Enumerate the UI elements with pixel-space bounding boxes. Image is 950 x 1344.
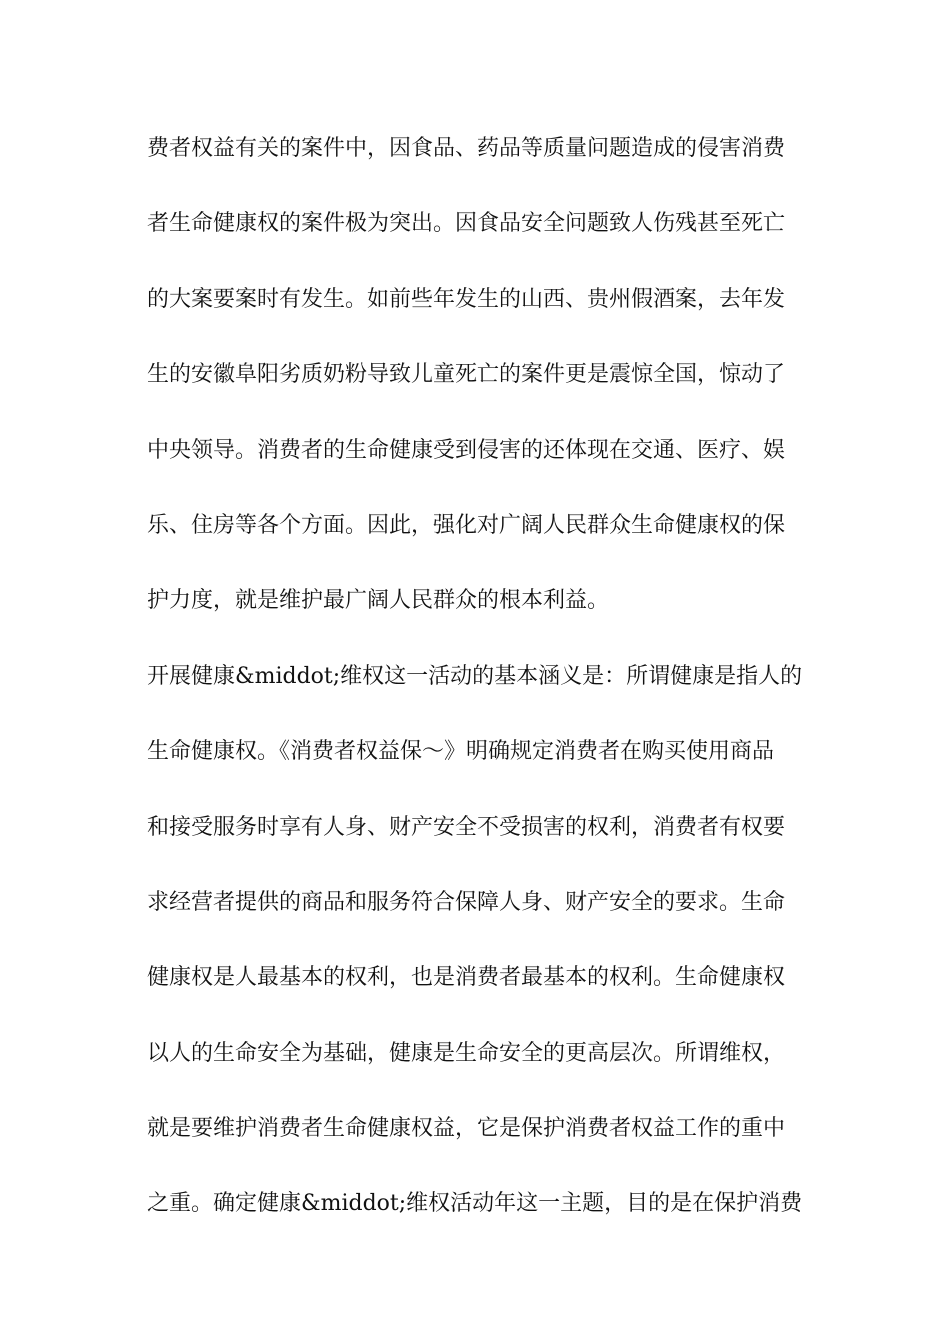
text-line: 的大案要案时有发生。如前些年发生的山西、贵州假酒案，去年发	[147, 286, 786, 312]
text-line: 以人的生命安全为基础，健康是生命安全的更高层次。所谓维权，	[147, 1040, 786, 1066]
body-text	[147, 128, 803, 1259]
text-line: 乐、住房等各个方面。因此，强化对广阔人民群众生命健康权的保	[147, 512, 786, 538]
text-line: 健康权是人最基本的权利，也是消费者最基本的权利。生命健康权	[147, 965, 786, 991]
text-line: 之重。确定健康&middot;维权活动年这一主题，目的是在保护消费	[147, 1191, 803, 1217]
text-line: 求经营者提供的商品和服务符合保障人身、财产安全的要求。生命	[147, 889, 786, 915]
text-line: 就是要维护消费者生命健康权益，它是保护消费者权益工作的重中	[147, 1116, 786, 1142]
text-line: 中央领导。消费者的生命健康受到侵害的还体现在交通、医疗、娱	[147, 437, 786, 463]
text-line: 费者权益有关的案件中，因食品、药品等质量问题造成的侵害消费	[147, 136, 786, 161]
text-line: 者生命健康权的案件极为突出。因食品安全问题致人伤残甚至死亡	[147, 211, 786, 237]
text-line: 生命健康权。《消费者权益保～》明确规定消费者在购买使用商品	[147, 739, 775, 765]
text-line: 开展健康&middot;维权这一活动的基本涵义是：所谓健康是指人的	[147, 663, 803, 689]
text-line: 护力度，就是维护最广阔人民群众的根本利益。	[147, 588, 610, 614]
text-line: 生的安徽阜阳劣质奶粉导致儿童死亡的案件更是震惊全国，惊动了	[147, 362, 786, 388]
text-line: 和接受服务时享有人身、财产安全不受损害的权利，消费者有权要	[147, 814, 786, 840]
